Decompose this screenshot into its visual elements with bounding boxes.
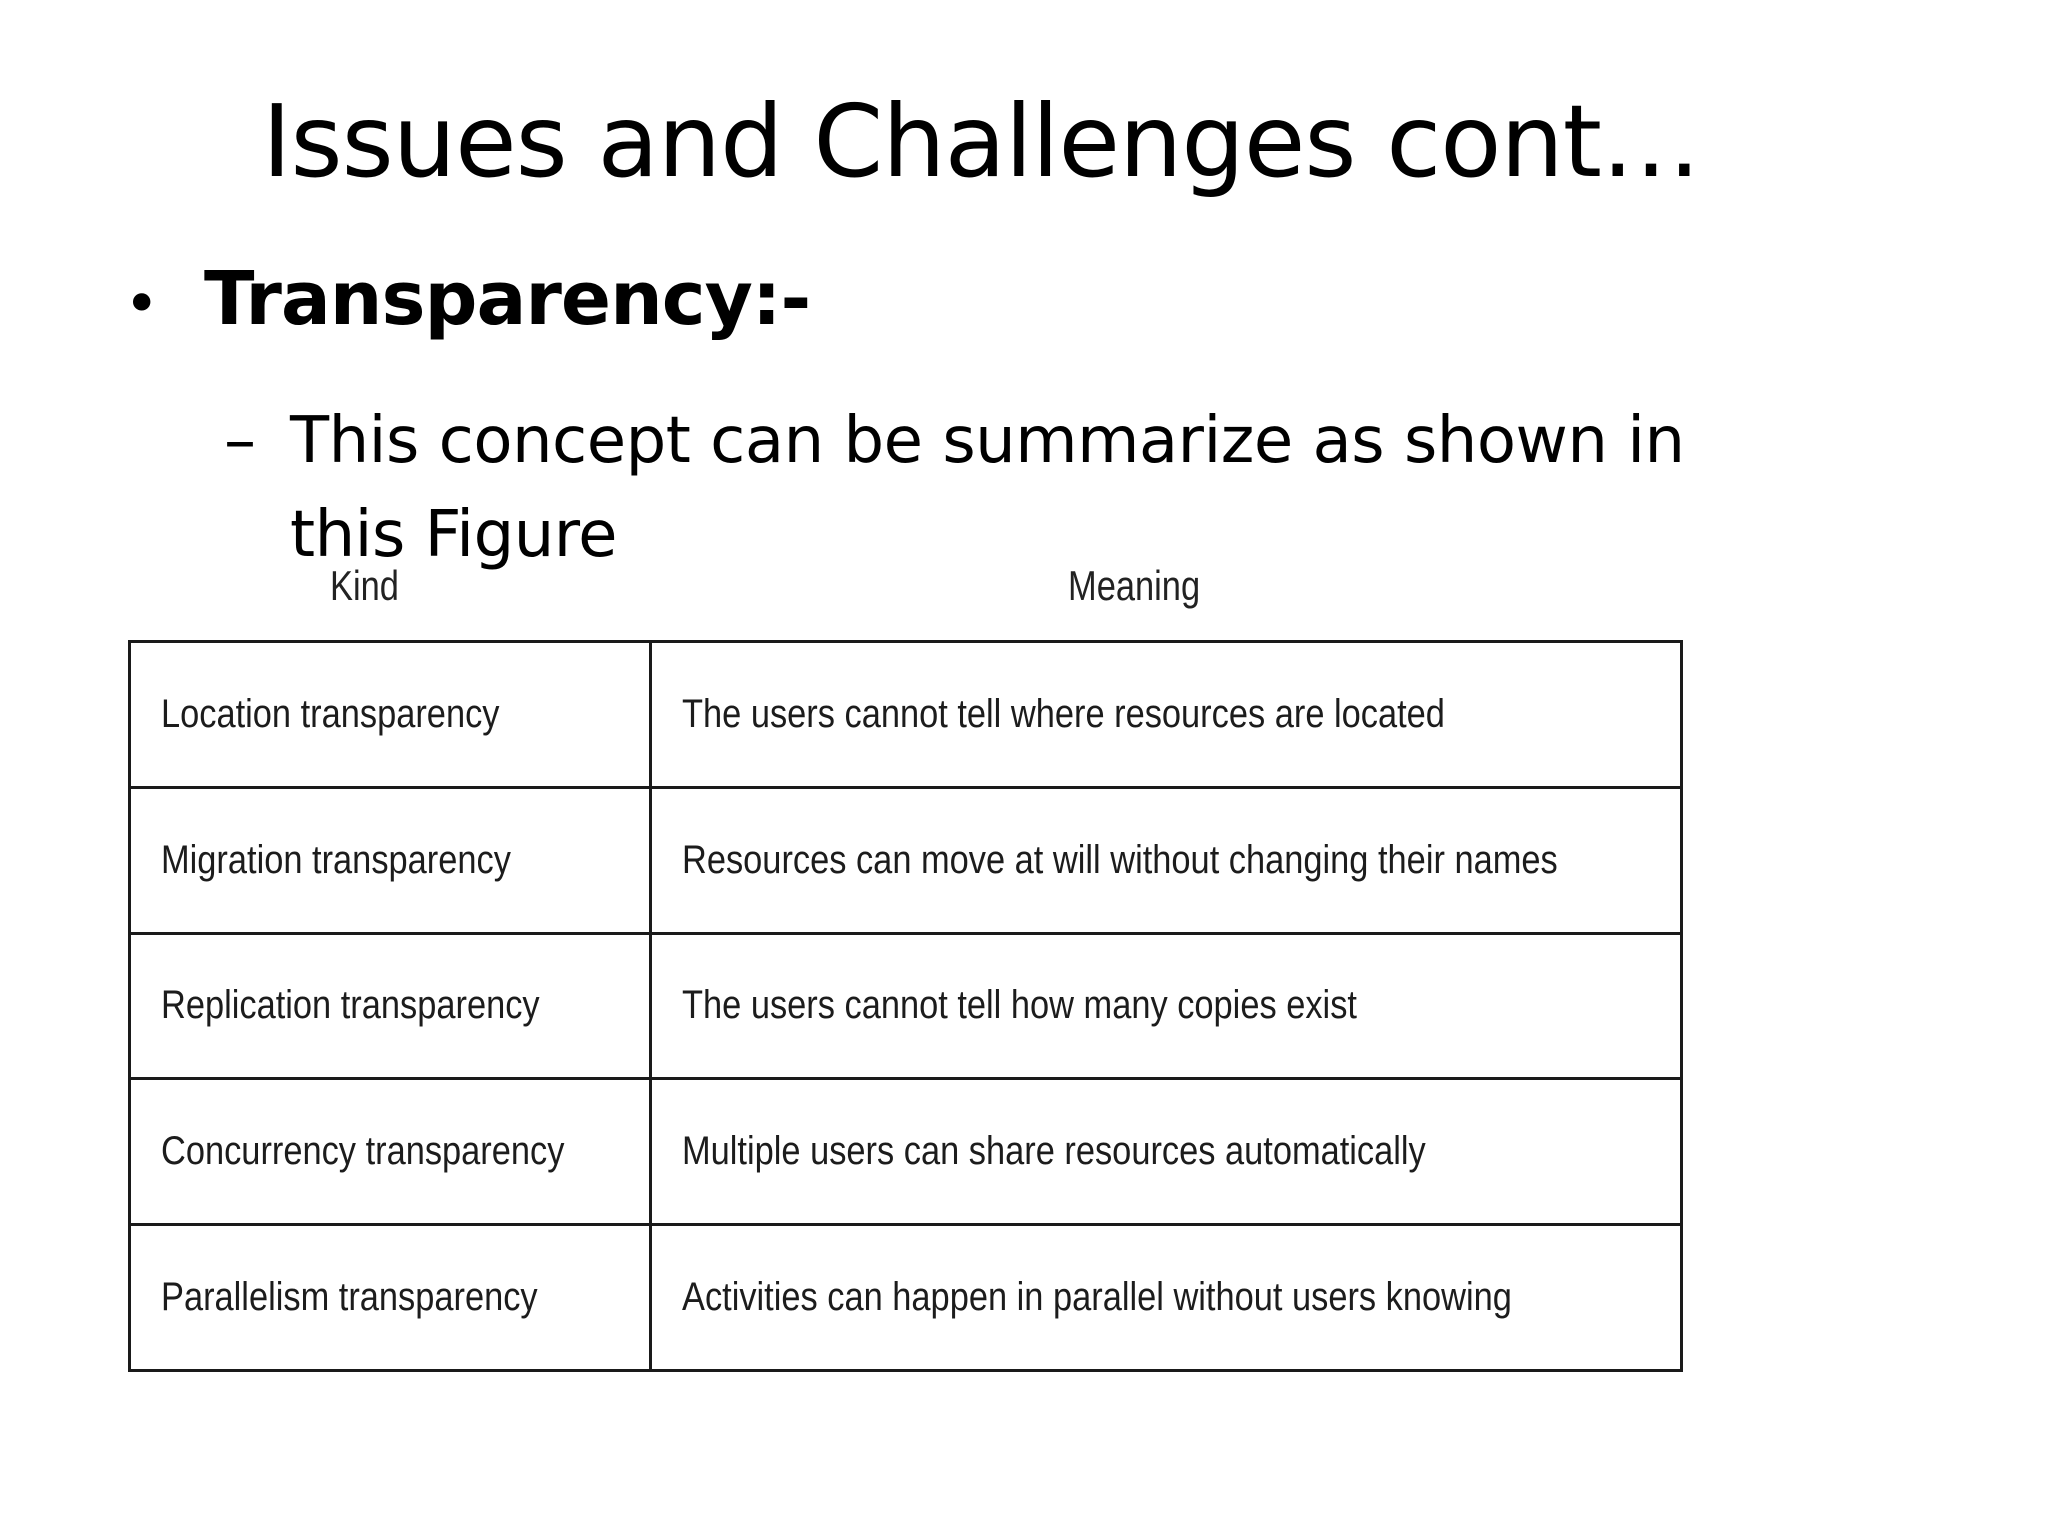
meaning-cell [651, 787, 1682, 933]
kind-text: Replication transparency [161, 983, 540, 1028]
table-row [130, 1225, 1682, 1371]
meaning-text: Activities can happen in parallel without users knowing [682, 1275, 1512, 1320]
kind-text: Location transparency [161, 691, 500, 736]
sub-bullet-item [224, 394, 1784, 572]
meaning-text: Resources can move at will without changing their names [682, 837, 1558, 882]
kind-cell [130, 933, 651, 1079]
kind-text: Migration transparency [161, 837, 511, 882]
kind-cell [130, 642, 651, 788]
table-row [130, 1079, 1682, 1225]
slide-title: Issues and Challenges cont… [262, 83, 1700, 200]
sub-bullet-text: This concept can be summarize as shown in this Figure [290, 404, 1685, 572]
transparency-table [128, 640, 1683, 1372]
meaning-cell [651, 933, 1682, 1079]
meaning-text: The users cannot tell where resources are located [682, 691, 1445, 736]
bullet-text: Transparency:- [204, 256, 811, 342]
kind-cell [130, 1225, 651, 1371]
table-row [130, 933, 1682, 1079]
kind-cell [130, 787, 651, 933]
meaning-cell [651, 642, 1682, 788]
kind-cell [130, 1079, 651, 1225]
kind-text: Concurrency transparency [161, 1129, 565, 1174]
table-row [130, 642, 1682, 788]
sub-bullet-marker: – [224, 404, 256, 478]
column-header-kind: Kind [330, 562, 399, 609]
meaning-cell [651, 1079, 1682, 1225]
meaning-text: Multiple users can share resources automatically [682, 1129, 1426, 1174]
kind-text: Parallelism transparency [161, 1275, 538, 1320]
table-row [130, 787, 1682, 933]
column-header-meaning: Meaning [1068, 562, 1201, 609]
meaning-cell [651, 1225, 1682, 1371]
bullet-item [124, 256, 811, 342]
bullet-marker: • [124, 269, 160, 339]
meaning-text: The users cannot tell how many copies exist [682, 983, 1357, 1028]
